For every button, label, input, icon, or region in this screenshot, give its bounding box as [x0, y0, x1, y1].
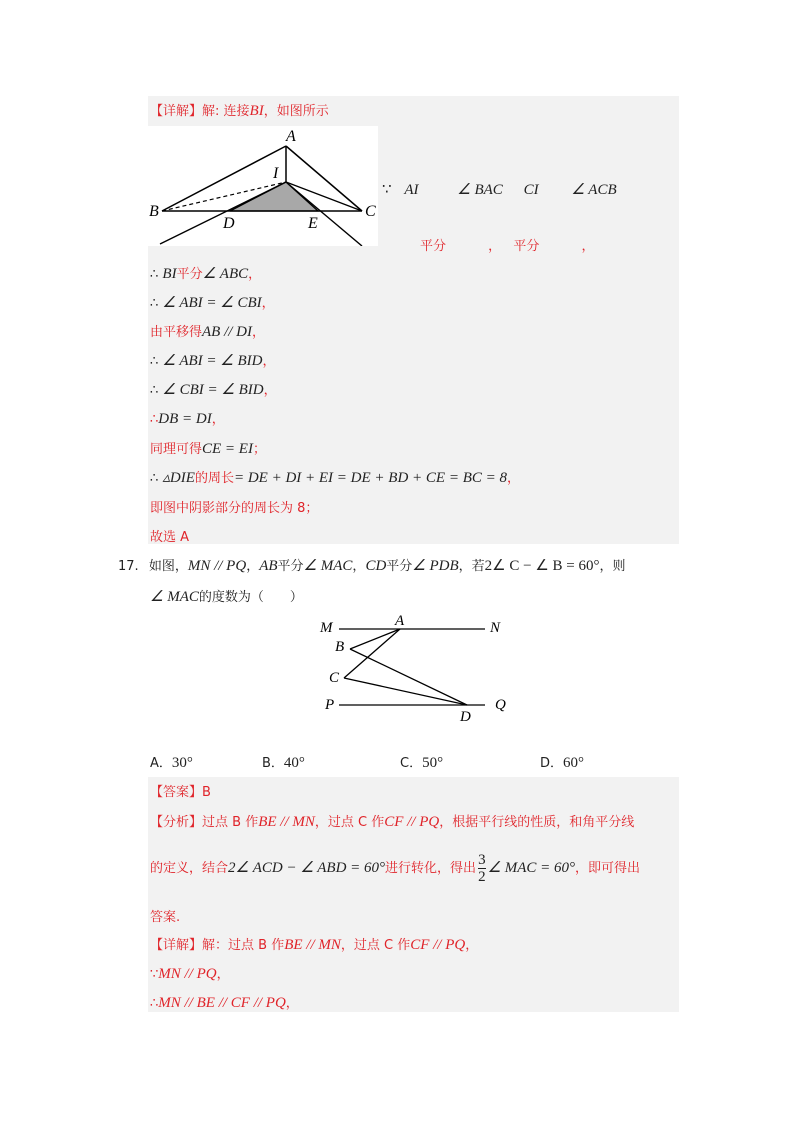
segment-ab [350, 629, 400, 649]
sol16-step-6: ∴DB = DI， [150, 411, 225, 427]
sol16-step-1: ∴ BI平分∠ ABC， [150, 266, 262, 282]
label-p: P [325, 697, 335, 713]
sol16-intro: 【详解】解: 连接BI，如图所示 [150, 103, 329, 119]
label-a: A [395, 613, 405, 629]
sol16-step-7: 同理可得CE = EI； [150, 441, 266, 457]
sol16-step-4: ∴ ∠ ABI = ∠ BID， [150, 353, 276, 369]
sol16-choice: 故选 A [150, 530, 190, 545]
label-n: N [490, 620, 501, 636]
sol17-analysis-2: 的定义，结合2∠ ACD − ∠ ABD = 60°进行转化，得出 $\frac{3}{2}$ ∠ MAC = 60°，即可得出 [150, 852, 641, 885]
parallel-lines-diagram [315, 612, 515, 727]
sol16-conclusion: 即图中阴影部分的周长为 8； [150, 501, 319, 516]
sol16-step-5: ∴ ∠ CBI = ∠ BID， [150, 382, 277, 398]
sol16-figure [148, 126, 378, 246]
label-b: B [149, 203, 159, 220]
option-a[interactable]: A．30° [150, 755, 193, 771]
fraction-three-halves: $\frac{3}{2}$ [478, 852, 486, 885]
segment-cd [344, 678, 467, 705]
label-d: D [460, 709, 471, 725]
label-q: Q [495, 697, 506, 713]
sol16-bisect-line: 平分 ， 平分 ， [420, 239, 595, 254]
option-d[interactable]: D．60° [540, 755, 585, 771]
question-number: 17. [118, 559, 139, 574]
sol17-detail: 【详解】解：过点 B 作BE // MN，过点 C 作CF // PQ， [150, 937, 479, 953]
segment-ei-extended [286, 182, 362, 246]
sol16-step-2: ∴ ∠ ABI = ∠ CBI， [150, 295, 275, 311]
sol17-since: ∵MN // PQ， [150, 966, 230, 982]
segment-di-extended [160, 182, 286, 244]
label-d: D [223, 215, 235, 232]
sol17-analysis-1: 【分析】过点 B 作BE // MN，过点 C 作CF // PQ，根据平行线的性质，和角平分线 [150, 814, 635, 830]
q17-figure [315, 612, 515, 727]
label-c: C [365, 203, 376, 220]
option-b[interactable]: B．40° [262, 755, 305, 771]
label-b: B [335, 639, 345, 655]
sol16-step-3: 由平移得AB // DI， [150, 324, 266, 340]
sol16-since-line: ∵ AI ∠ BAC CI ∠ ACB [382, 180, 617, 198]
q17-line-1: 17. 如图，MN // PQ，AB平分∠ MAC，CD平分∠ PDB，若2∠ C − ∠ B = 60°，则 [118, 558, 626, 574]
label-m: M [320, 620, 333, 636]
label-a: A [286, 128, 296, 145]
triangle-diagram [148, 126, 378, 246]
sol17-analysis-3: 答案. [150, 910, 181, 925]
q17-line-2: ∠ MAC的度数为（ ） [150, 589, 303, 605]
segment-ac [344, 629, 400, 678]
label-i: I [273, 165, 279, 182]
label-c: C [329, 670, 340, 686]
shaded-triangle-die [230, 182, 318, 211]
sol17-answer: 【答案】B [150, 785, 211, 800]
sol17-therefore: ∴MN // BE // CF // PQ， [150, 995, 299, 1011]
option-c[interactable]: C．50° [400, 755, 444, 771]
sol16-step-8: ∴ ▵DIE的周长= DE + DI + EI = DE + BD + CE = BC = 8， [150, 470, 521, 486]
label-e: E [308, 215, 318, 232]
